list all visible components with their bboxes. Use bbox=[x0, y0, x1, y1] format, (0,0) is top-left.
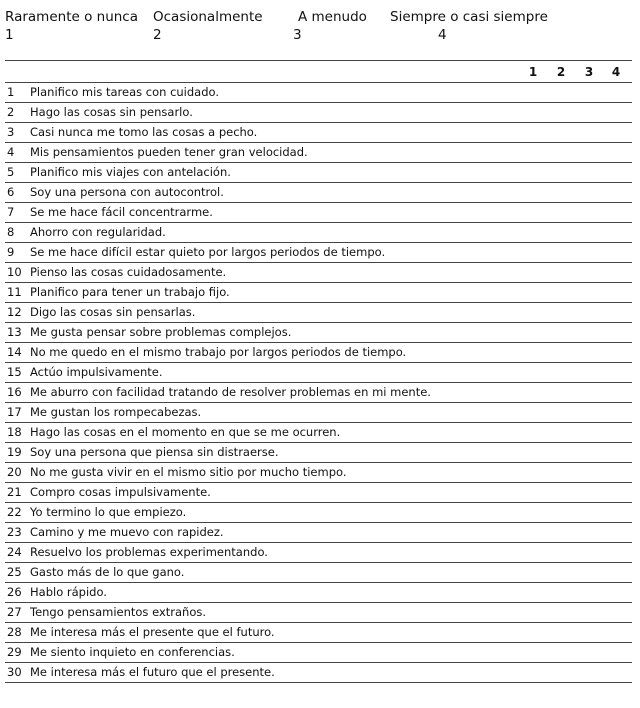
item-number: 7 bbox=[7, 205, 15, 219]
scale-value: 3 bbox=[293, 27, 302, 43]
item-number: 10 bbox=[7, 265, 22, 279]
table-row bbox=[5, 643, 632, 663]
item-number: 30 bbox=[7, 665, 22, 679]
table-row bbox=[5, 603, 632, 623]
item-text: Me gustan los rompecabezas. bbox=[30, 405, 202, 419]
item-number: 11 bbox=[7, 285, 22, 299]
item-text: Resuelvo los problemas experimentando. bbox=[30, 545, 268, 559]
table-row bbox=[5, 143, 632, 163]
response-scale-legend bbox=[5, 8, 632, 48]
scale-value: 4 bbox=[438, 27, 447, 43]
table-row bbox=[5, 123, 632, 143]
table-row bbox=[5, 163, 632, 183]
item-text: Compro cosas impulsivamente. bbox=[30, 485, 211, 499]
item-number: 12 bbox=[7, 305, 22, 319]
table-row bbox=[5, 263, 632, 283]
item-number: 15 bbox=[7, 365, 22, 379]
item-text: Yo termino lo que empiezo. bbox=[30, 505, 187, 519]
item-text: Mis pensamientos pueden tener gran velocidad. bbox=[30, 145, 308, 159]
item-text: Me siento inquieto en conferencias. bbox=[30, 645, 235, 659]
item-text: No me gusta vivir en el mismo sitio por mucho tiempo. bbox=[30, 465, 347, 479]
item-number: 3 bbox=[7, 125, 15, 139]
item-text: Me interesa más el presente que el futuro. bbox=[30, 625, 275, 639]
item-number: 20 bbox=[7, 465, 22, 479]
table-row bbox=[5, 383, 632, 403]
item-text: Hablo rápido. bbox=[30, 585, 107, 599]
item-number: 4 bbox=[7, 145, 15, 159]
table-row bbox=[5, 243, 632, 263]
item-number: 25 bbox=[7, 565, 22, 579]
item-number: 6 bbox=[7, 185, 15, 199]
table-row bbox=[5, 443, 632, 463]
item-number: 26 bbox=[7, 585, 22, 599]
item-number: 14 bbox=[7, 345, 22, 359]
scale-option-4 bbox=[390, 8, 548, 44]
item-text: Hago las cosas en el momento en que se me ocurren. bbox=[30, 425, 341, 439]
table-row bbox=[5, 343, 632, 363]
column-header-2: 2 bbox=[556, 65, 566, 79]
item-number: 17 bbox=[7, 405, 22, 419]
item-number: 16 bbox=[7, 385, 22, 399]
item-text: Actúo impulsivamente. bbox=[30, 365, 163, 379]
table-row bbox=[5, 423, 632, 443]
item-number: 29 bbox=[7, 645, 22, 659]
table-row bbox=[5, 283, 632, 303]
scale-label: Raramente o nunca bbox=[5, 9, 138, 25]
table-row bbox=[5, 543, 632, 563]
item-number: 1 bbox=[7, 85, 15, 99]
table-row bbox=[5, 403, 632, 423]
column-header-4: 4 bbox=[611, 65, 621, 79]
item-text: Tengo pensamientos extraños. bbox=[30, 605, 207, 619]
item-number: 27 bbox=[7, 605, 22, 619]
table-header-row bbox=[5, 61, 632, 83]
item-text: Planifico mis viajes con antelación. bbox=[30, 165, 231, 179]
item-text: Soy una persona que piensa sin distraerse. bbox=[30, 445, 279, 459]
item-text: Me gusta pensar sobre problemas complejos. bbox=[30, 325, 292, 339]
scale-value: 2 bbox=[153, 27, 162, 43]
item-number: 5 bbox=[7, 165, 15, 179]
scale-option-1 bbox=[5, 8, 138, 44]
item-number: 9 bbox=[7, 245, 15, 259]
item-text: Me interesa más el futuro que el presente. bbox=[30, 665, 275, 679]
table-row bbox=[5, 483, 632, 503]
item-text: Pienso las cosas cuidadosamente. bbox=[30, 265, 227, 279]
table-row bbox=[5, 563, 632, 583]
questionnaire-table bbox=[5, 60, 632, 683]
item-text: Me aburro con facilidad tratando de resolver problemas en mi mente. bbox=[30, 385, 431, 399]
item-number: 21 bbox=[7, 485, 22, 499]
scale-option-2 bbox=[153, 8, 263, 44]
table-row bbox=[5, 663, 632, 683]
item-number: 22 bbox=[7, 505, 22, 519]
item-text: Soy una persona con autocontrol. bbox=[30, 185, 224, 199]
item-text: No me quedo en el mismo trabajo por largos periodos de tiempo. bbox=[30, 345, 407, 359]
table-row bbox=[5, 623, 632, 643]
table-row bbox=[5, 203, 632, 223]
questionnaire-items bbox=[5, 83, 632, 683]
table-row bbox=[5, 303, 632, 323]
item-text: Se me hace fácil concentrarme. bbox=[30, 205, 213, 219]
item-number: 28 bbox=[7, 625, 22, 639]
scale-label: Ocasionalmente bbox=[153, 9, 263, 25]
item-text: Ahorro con regularidad. bbox=[30, 225, 166, 239]
table-row bbox=[5, 363, 632, 383]
item-number: 13 bbox=[7, 325, 22, 339]
item-number: 2 bbox=[7, 105, 15, 119]
item-text: Hago las cosas sin pensarlo. bbox=[30, 105, 193, 119]
column-header-1: 1 bbox=[528, 65, 538, 79]
item-number: 8 bbox=[7, 225, 15, 239]
scale-option-3 bbox=[293, 8, 367, 44]
column-header-3: 3 bbox=[584, 65, 594, 79]
item-text: Se me hace difícil estar quieto por largos periodos de tiempo. bbox=[30, 245, 386, 259]
item-text: Gasto más de lo que gano. bbox=[30, 565, 185, 579]
item-text: Casi nunca me tomo las cosas a pecho. bbox=[30, 125, 258, 139]
table-row bbox=[5, 83, 632, 103]
table-row bbox=[5, 523, 632, 543]
table-row bbox=[5, 503, 632, 523]
table-row bbox=[5, 583, 632, 603]
item-text: Planifico mis tareas con cuidado. bbox=[30, 85, 220, 99]
table-row bbox=[5, 103, 632, 123]
item-number: 24 bbox=[7, 545, 22, 559]
item-number: 23 bbox=[7, 525, 22, 539]
scale-label: A menudo bbox=[298, 9, 367, 25]
item-text: Digo las cosas sin pensarlas. bbox=[30, 305, 196, 319]
table-row bbox=[5, 223, 632, 243]
item-number: 18 bbox=[7, 425, 22, 439]
table-row bbox=[5, 463, 632, 483]
table-row bbox=[5, 183, 632, 203]
table-row bbox=[5, 323, 632, 343]
item-number: 19 bbox=[7, 445, 22, 459]
scale-label: Siempre o casi siempre bbox=[390, 9, 548, 25]
scale-value: 1 bbox=[5, 27, 14, 43]
item-text: Camino y me muevo con rapidez. bbox=[30, 525, 224, 539]
item-text: Planifico para tener un trabajo fijo. bbox=[30, 285, 230, 299]
